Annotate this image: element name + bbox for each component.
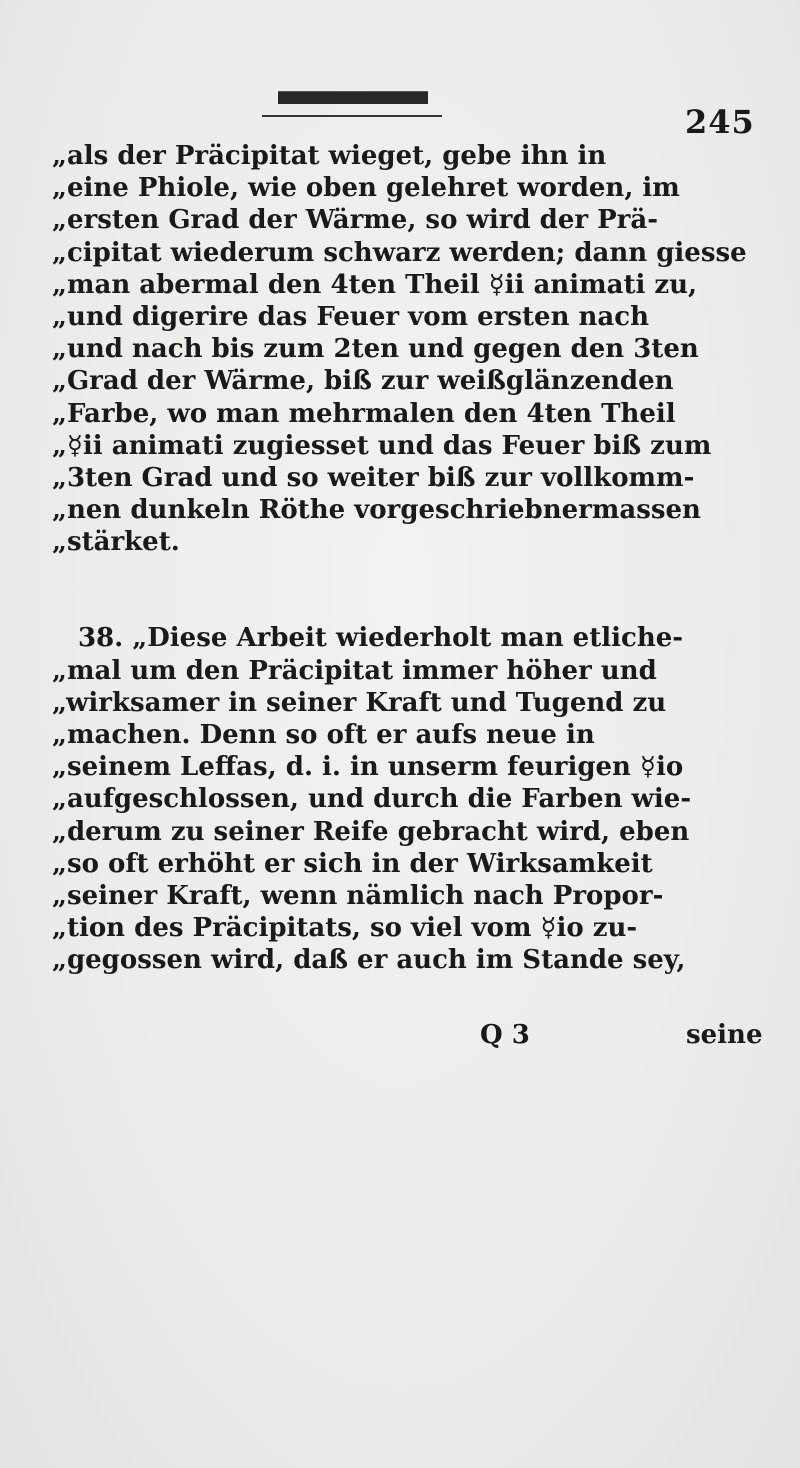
- text-line: „seinem Leffas, d. i. in unserm feurigen ☿io: [52, 752, 684, 783]
- text-line: „machen. Denn so oft er aufs neue in: [52, 720, 595, 750]
- page-number: 245: [685, 103, 755, 141]
- text-line: „ersten Grad der Wärme, so wird der Prä-: [52, 205, 659, 236]
- header-rule: [278, 91, 428, 104]
- text-line: „mal um den Präcipitat immer höher und: [52, 655, 657, 686]
- text-line: „wirksamer in seiner Kraft und Tugend zu: [52, 687, 667, 718]
- paragraph-gap: [52, 558, 772, 622]
- text-line: „☿ii animati zugiesset und das Feuer biß zum: [52, 430, 712, 461]
- text-line: „und nach bis zum 2ten und gegen den 3ten: [52, 334, 699, 365]
- text-line: „so oft erhöht er sich in der Wirksamkeit: [52, 848, 653, 879]
- catchword: seine: [686, 1020, 763, 1050]
- text-line: „und digerire das Feuer vom ersten nach: [52, 301, 650, 332]
- signature-mark: Q 3: [480, 1020, 530, 1050]
- header-subrule: [262, 115, 442, 117]
- text-line: „seiner Kraft, wenn nämlich nach Propor-: [52, 880, 664, 911]
- text-line: „Farbe, wo man mehrmalen den 4ten Theil: [52, 398, 676, 429]
- page-footer: [0, 1020, 800, 1060]
- text-line: „nen dunkeln Röthe vorgeschriebnermassen: [52, 495, 701, 526]
- text-line: „cipitat wiederum schwarz werden; dann giesse: [52, 237, 747, 268]
- text-line: „man abermal den 4ten Theil ☿ii animati zu,: [52, 269, 698, 300]
- text-line: „tion des Präcipitats, so viel vom ☿io zu-: [52, 913, 638, 944]
- body-text: [52, 140, 772, 977]
- text-line: „Grad der Wärme, biß zur weißglänzenden: [52, 366, 674, 397]
- text-line: „aufgeschlossen, und durch die Farben wie-: [52, 784, 692, 815]
- text-line: „eine Phiole, wie oben gelehret worden, im: [52, 173, 680, 204]
- text-line: „als der Präcipitat wieget, gebe ihn in: [52, 141, 607, 171]
- text-line: 38. „Diese Arbeit wiederholt man etliche-: [78, 623, 684, 654]
- text-line: „gegossen wird, daß er auch im Stande sey,: [52, 945, 686, 976]
- text-line: „derum zu seiner Reife gebracht wird, eben: [52, 816, 690, 847]
- text-line: „stärket.: [52, 527, 180, 558]
- text-line: „3ten Grad und so weiter biß zur vollkomm-: [52, 462, 695, 493]
